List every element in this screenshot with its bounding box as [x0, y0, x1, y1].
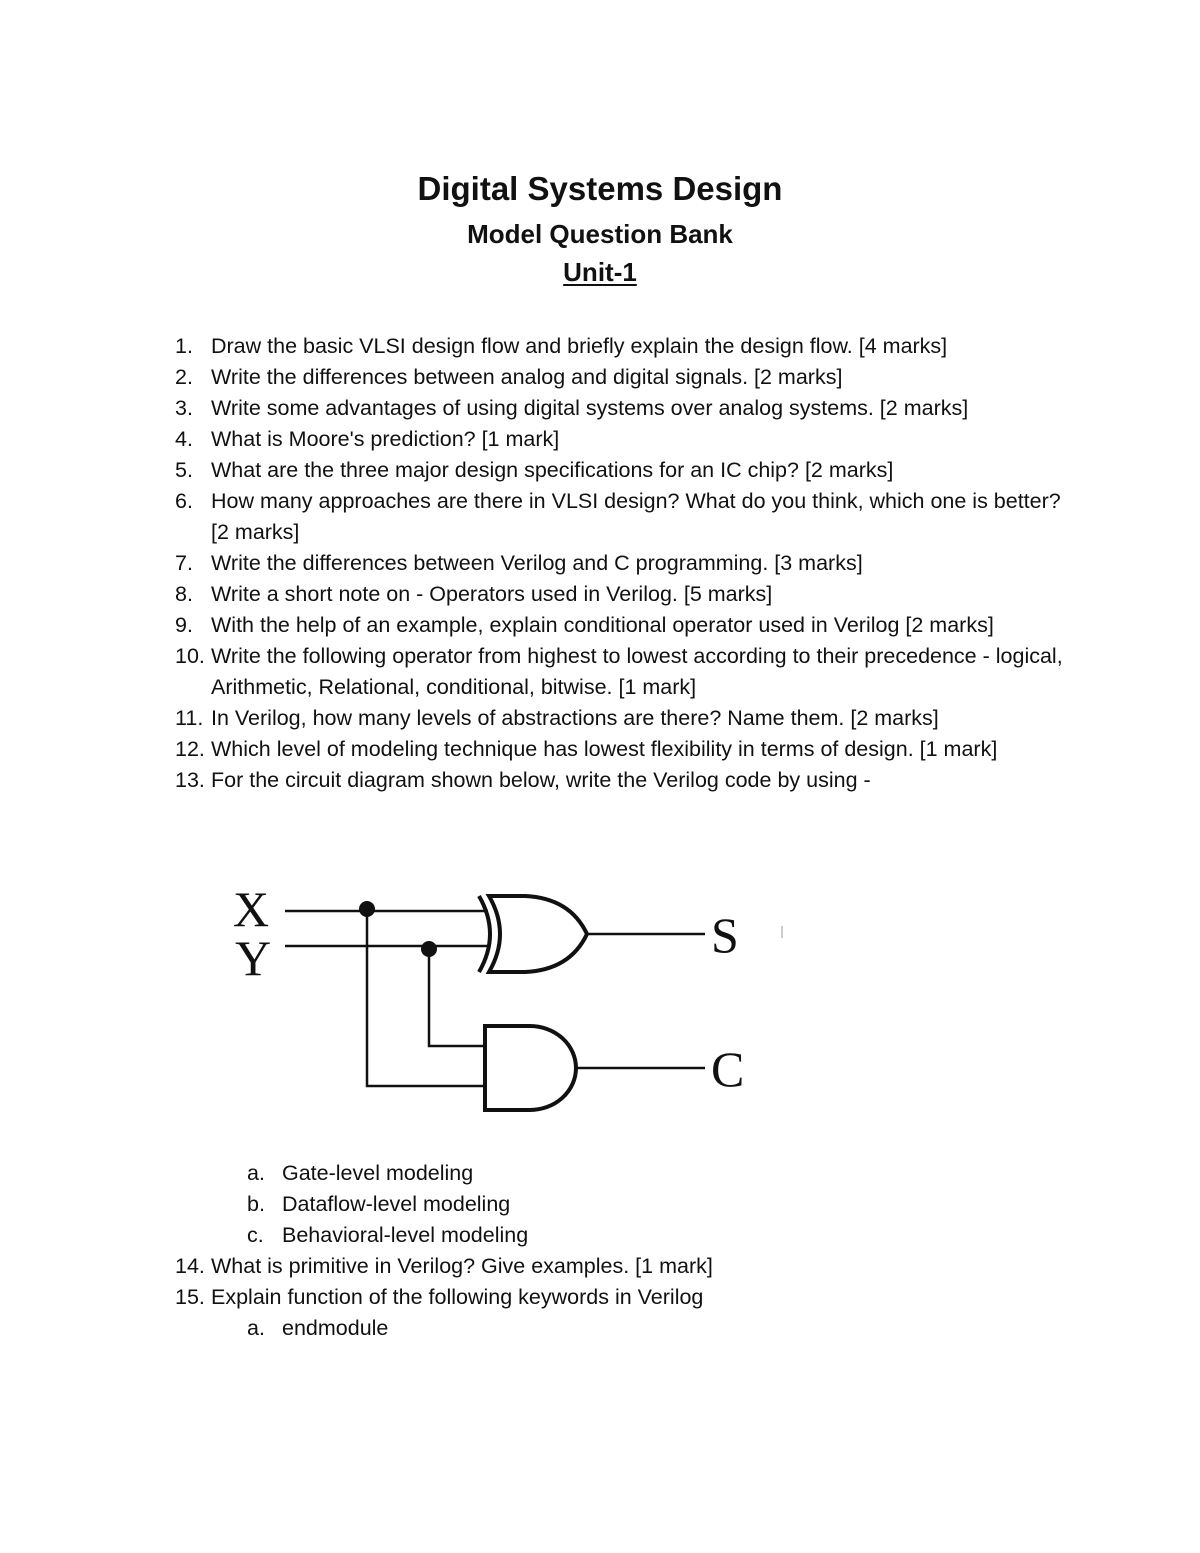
question-text: What is Moore's prediction? [1 mark]	[211, 427, 560, 451]
question-text: What is primitive in Verilog? Give examples. [1 mark]	[211, 1254, 713, 1278]
question-text: Draw the basic VLSI design flow and briefly explain the design flow. [4 marks]	[211, 334, 948, 358]
sub-option-letter: b.	[247, 1192, 265, 1216]
question-text: Write the differences between analog and digital signals. [2 marks]	[211, 365, 843, 389]
sub-option-letter: a.	[247, 1161, 265, 1185]
question-number: 13.	[175, 768, 205, 792]
question-text: Write a short note on - Operators used in Verilog. [5 marks]	[211, 582, 773, 606]
half-adder-circuit-diagram	[225, 878, 795, 1118]
xor-gate	[479, 896, 587, 972]
circuit-svg	[225, 878, 795, 1118]
question-number: 1.	[175, 334, 193, 358]
sub-option-item	[175, 1189, 1065, 1220]
sub-option-item	[175, 1313, 1065, 1344]
circuit-wires	[285, 908, 705, 1086]
sub-option-text: Behavioral-level modeling	[282, 1223, 529, 1247]
xor-gate-input-curve	[479, 896, 490, 972]
question-number: 3.	[175, 396, 193, 420]
question-item	[175, 331, 1065, 362]
question-list	[175, 331, 1065, 1344]
question-item	[175, 486, 1065, 548]
question-number: 15.	[175, 1285, 205, 1309]
question-number: 2.	[175, 365, 193, 389]
unit-label: Unit-1	[563, 257, 637, 287]
question-number: 6.	[175, 489, 193, 513]
document-title: Digital Systems Design	[417, 170, 783, 207]
question-number: 9.	[175, 613, 193, 637]
question-text: How many approaches are there in VLSI design? What do you think, which one is better? [2 marks]	[211, 489, 1061, 544]
question-item	[175, 548, 1065, 579]
question-item	[175, 1282, 1065, 1313]
question-item	[175, 703, 1065, 734]
sub-option-text: Dataflow-level modeling	[282, 1192, 511, 1216]
question-item	[175, 641, 1065, 703]
input-y-label: Y	[235, 930, 272, 986]
question-number: 11.	[175, 706, 204, 730]
question-number: 5.	[175, 458, 193, 482]
question-number: 10.	[175, 644, 205, 668]
junction-dot-x	[359, 901, 375, 917]
sub-option-letter: c.	[247, 1223, 264, 1247]
output-s-label: S	[711, 907, 739, 963]
output-c-label: C	[711, 1041, 745, 1097]
question-text: What are the three major design specifications for an IC chip? [2 marks]	[211, 458, 894, 482]
question-text: Which level of modeling technique has lowest flexibility in terms of design. [1 mark]	[211, 737, 998, 761]
question-text: With the help of an example, explain conditional operator used in Verilog [2 marks]	[211, 613, 994, 637]
question-number: 7.	[175, 551, 193, 575]
question-text: For the circuit diagram shown below, write the Verilog code by using -	[211, 768, 871, 792]
input-x-label: X	[233, 881, 270, 937]
wire-y-branch	[429, 949, 485, 1046]
question-number: 12.	[175, 737, 205, 761]
and-gate-body	[485, 1026, 576, 1110]
wire-x-branch	[367, 908, 485, 1086]
question-number: 14.	[175, 1254, 205, 1278]
question-item	[175, 424, 1065, 455]
question-text: Write some advantages of using digital systems over analog systems. [2 marks]	[211, 396, 969, 420]
sub-option-text: Gate-level modeling	[282, 1161, 474, 1185]
question-item	[175, 610, 1065, 641]
question-item	[175, 1251, 1065, 1282]
sub-option-letter: a.	[247, 1316, 265, 1340]
unit-heading	[0, 257, 1200, 288]
sub-option-item	[175, 1220, 1065, 1251]
question-item	[175, 362, 1065, 393]
and-gate	[485, 1026, 576, 1110]
question-number: 4.	[175, 427, 193, 451]
sub-option-text: endmodule	[282, 1316, 389, 1340]
question-item	[175, 455, 1065, 486]
question-item	[175, 579, 1065, 610]
document-subtitle: Model Question Bank	[467, 219, 733, 249]
question-item	[175, 393, 1065, 424]
question-item	[175, 734, 1065, 765]
question-text: Write the following operator from highest to lowest according to their precedence - logical, Arithmetic, Relational, conditional, bitwise. [1 mark]	[211, 644, 1063, 699]
xor-gate-body	[489, 896, 587, 972]
sub-option-item	[175, 1158, 1065, 1189]
question-text: In Verilog, how many levels of abstractions are there? Name them. [2 marks]	[211, 706, 939, 730]
question-item	[175, 765, 1065, 796]
question-text: Write the differences between Verilog and C programming. [3 marks]	[211, 551, 863, 575]
question-number: 8.	[175, 582, 193, 606]
junction-dot-y	[421, 941, 437, 957]
question-text: Explain function of the following keywords in Verilog	[211, 1285, 704, 1309]
